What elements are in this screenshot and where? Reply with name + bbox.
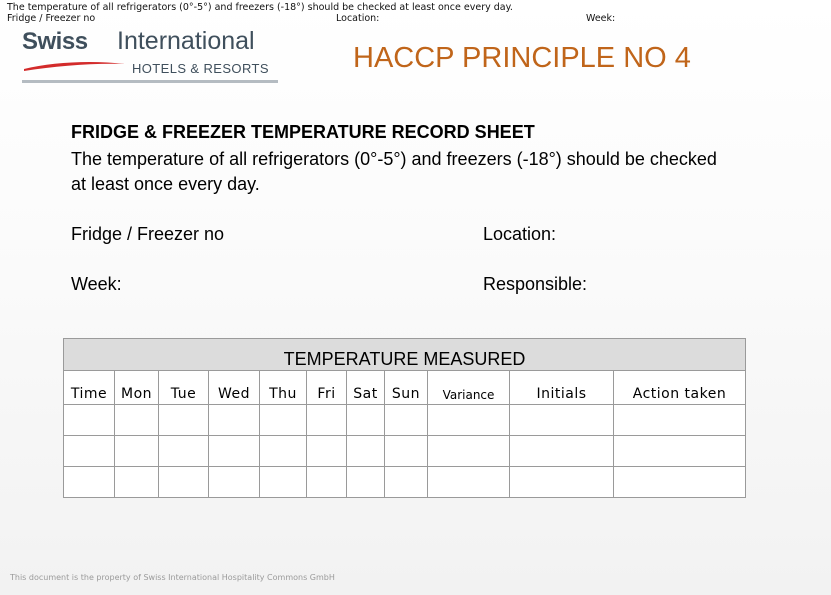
table-cell[interactable] xyxy=(385,436,428,467)
company-logo xyxy=(22,28,282,86)
table-cell[interactable] xyxy=(115,467,159,498)
table-cell[interactable] xyxy=(209,467,260,498)
column-header-sun: Sun xyxy=(385,371,428,405)
table-cell[interactable] xyxy=(64,405,115,436)
table-cell[interactable] xyxy=(385,467,428,498)
column-header-variance: Variance xyxy=(428,371,510,405)
responsible-field[interactable]: Responsible: xyxy=(483,274,588,294)
table-cell[interactable] xyxy=(260,436,307,467)
table-cell[interactable] xyxy=(614,467,746,498)
table-cell[interactable] xyxy=(510,405,614,436)
table-cell[interactable] xyxy=(614,405,746,436)
table-cell[interactable] xyxy=(64,436,115,467)
table-cell[interactable] xyxy=(307,405,347,436)
header-note-location: Location: xyxy=(336,13,380,24)
column-header-thu: Thu xyxy=(260,371,307,405)
column-header-mon: Mon xyxy=(115,371,159,405)
table-cell[interactable] xyxy=(428,405,510,436)
table-cell[interactable] xyxy=(260,467,307,498)
fridge-number-field[interactable]: Fridge / Freezer no xyxy=(71,224,225,244)
table-cell[interactable] xyxy=(115,405,159,436)
header-note-line1: The temperature of all refrigerators (0°-5°) and freezers (-18°) should be checked at least once every day. xyxy=(7,2,513,13)
logo-brand-regular: International xyxy=(117,27,255,55)
column-header-sat: Sat xyxy=(347,371,385,405)
column-header-row xyxy=(64,371,746,405)
table-cell[interactable] xyxy=(307,436,347,467)
record-description: The temperature of all refrigerators (0°-5°) and freezers (-18°) should be checked at least once every day. xyxy=(71,149,717,194)
principle-heading: HACCP PRINCIPLE NO 4 xyxy=(353,42,691,74)
table-cell[interactable] xyxy=(209,405,260,436)
location-field[interactable]: Location: xyxy=(483,224,557,244)
table-cell[interactable] xyxy=(614,436,746,467)
column-header-time: Time xyxy=(64,371,115,405)
column-header-initials: Initials xyxy=(510,371,614,405)
table-cell[interactable] xyxy=(159,405,209,436)
table-cell[interactable] xyxy=(159,436,209,467)
table-cell[interactable] xyxy=(115,436,159,467)
table-row xyxy=(64,467,746,498)
table-cell[interactable] xyxy=(347,436,385,467)
logo-brand-bold: Swiss xyxy=(22,28,88,55)
footer-note: This document is the property of Swiss International Hospitality Commons GmbH xyxy=(10,573,335,582)
table-row xyxy=(64,436,746,467)
table-cell[interactable] xyxy=(307,467,347,498)
table-body xyxy=(64,405,746,498)
column-header-wed: Wed xyxy=(209,371,260,405)
table-cell[interactable] xyxy=(209,436,260,467)
table-cell[interactable] xyxy=(428,436,510,467)
logo-swoosh-icon xyxy=(22,58,127,72)
header-note-fridge: Fridge / Freezer no xyxy=(7,13,96,24)
table-title: TEMPERATURE MEASURED xyxy=(64,339,746,371)
week-field[interactable]: Week: xyxy=(71,274,122,294)
table-cell[interactable] xyxy=(347,405,385,436)
table-cell[interactable] xyxy=(428,467,510,498)
table-cell[interactable] xyxy=(260,405,307,436)
column-header-fri: Fri xyxy=(307,371,347,405)
record-title: FRIDGE & FREEZER TEMPERATURE RECORD SHEET xyxy=(71,122,535,142)
temperature-table xyxy=(63,338,746,498)
header-note-week: Week: xyxy=(586,13,616,24)
table-row xyxy=(64,405,746,436)
logo-tagline: HOTELS & RESORTS xyxy=(132,61,269,76)
table-cell[interactable] xyxy=(385,405,428,436)
table-cell[interactable] xyxy=(510,436,614,467)
column-header-tue: Tue xyxy=(159,371,209,405)
table-cell[interactable] xyxy=(347,467,385,498)
column-header-action-taken: Action taken xyxy=(614,371,746,405)
table-cell[interactable] xyxy=(64,467,115,498)
table-cell[interactable] xyxy=(510,467,614,498)
table-cell[interactable] xyxy=(159,467,209,498)
logo-underline xyxy=(22,80,278,83)
